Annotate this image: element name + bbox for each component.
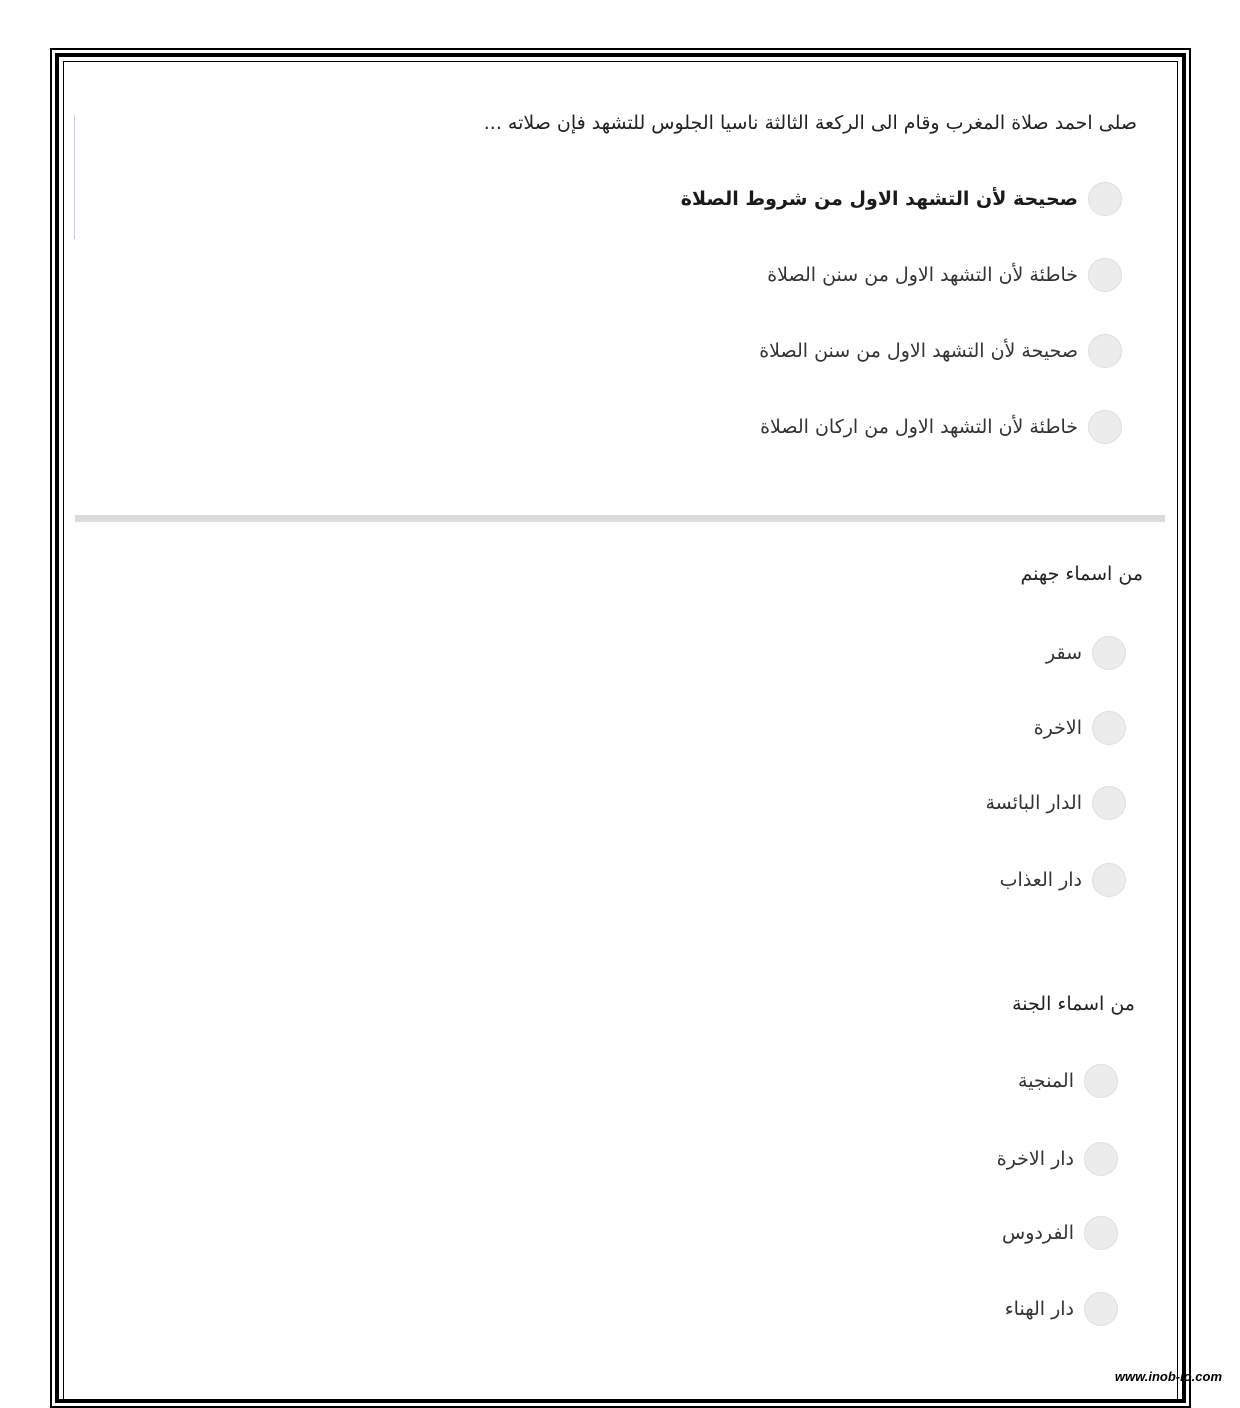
q1-option-2[interactable] [767, 258, 1122, 292]
q1-option-4-label: خاطئة لأن التشهد الاول من اركان الصلاة [760, 416, 1078, 438]
question-focus-indicator [74, 115, 75, 239]
radio-button[interactable] [1088, 258, 1122, 292]
q1-option-4[interactable] [760, 410, 1122, 444]
q2-option-2-label: الاخرة [1033, 717, 1082, 739]
q1-option-3-label: صحيحة لأن التشهد الاول من سنن الصلاة [759, 340, 1078, 362]
question-3-text: من اسماء الجنة [1012, 993, 1135, 1015]
q2-option-4[interactable] [1000, 863, 1126, 897]
q3-option-3-label: الفردوس [1002, 1222, 1074, 1244]
radio-button[interactable] [1088, 182, 1122, 216]
watermark-url: www.inob-io.com [1114, 1369, 1222, 1384]
q3-option-4-label: دار الهناء [1004, 1298, 1074, 1320]
q1-option-1-label: صحيحة لأن التشهد الاول من شروط الصلاة [680, 188, 1078, 210]
q2-option-3-label: الدار البائسة [985, 792, 1082, 814]
q2-option-1-label: سقر [1045, 642, 1082, 664]
q3-option-1[interactable] [1018, 1064, 1118, 1098]
radio-button[interactable] [1088, 410, 1122, 444]
radio-button[interactable] [1084, 1142, 1118, 1176]
section-divider [75, 515, 1165, 522]
radio-button[interactable] [1092, 786, 1126, 820]
q2-option-2[interactable] [1034, 711, 1126, 745]
q1-option-3[interactable] [759, 334, 1122, 368]
q2-option-4-label: دار العذاب [999, 869, 1082, 891]
q3-option-2[interactable] [997, 1142, 1118, 1176]
q3-option-3[interactable] [1002, 1216, 1118, 1250]
q3-option-4[interactable] [1005, 1292, 1118, 1326]
radio-button[interactable] [1084, 1292, 1118, 1326]
q1-option-2-label: خاطئة لأن التشهد الاول من سنن الصلاة [767, 264, 1078, 286]
radio-button[interactable] [1092, 636, 1126, 670]
radio-button[interactable] [1084, 1064, 1118, 1098]
radio-button[interactable] [1092, 711, 1126, 745]
q3-option-1-label: المنجية [1018, 1070, 1074, 1092]
q2-option-1[interactable] [1046, 636, 1126, 670]
q3-option-2-label: دار الاخرة [996, 1148, 1074, 1170]
radio-button[interactable] [1088, 334, 1122, 368]
q2-option-3[interactable] [985, 786, 1126, 820]
q1-option-1[interactable] [681, 182, 1122, 216]
radio-button[interactable] [1092, 863, 1126, 897]
question-2-text: من اسماء جهنم [1020, 563, 1143, 585]
question-1-text: صلى احمد صلاة المغرب وقام الى الركعة الثالثة ناسيا الجلوس للتشهد فإن صلاته ... [483, 112, 1137, 134]
radio-button[interactable] [1084, 1216, 1118, 1250]
